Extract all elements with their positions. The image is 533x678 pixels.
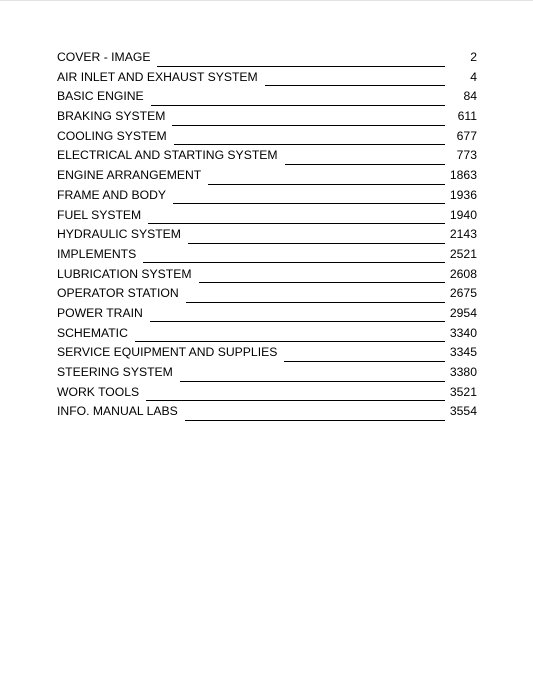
toc-entry-page-number: 1863 [449, 168, 477, 183]
toc-entry-leader-line [172, 125, 445, 126]
toc-entry-leader-line [157, 66, 445, 67]
toc-entry-page-number: 3345 [449, 345, 477, 360]
toc-entry[interactable] [57, 70, 477, 90]
toc-entry-page-number: 84 [463, 89, 477, 104]
toc-entry-page-number: 611 [457, 109, 477, 124]
toc-entry-page-number: 2954 [449, 305, 477, 320]
toc-entry[interactable] [57, 385, 477, 405]
toc-entry-title: COVER - IMAGE [57, 50, 151, 64]
toc-entry-page-number: 2521 [449, 246, 477, 261]
toc-entry-leader-line [151, 105, 445, 106]
toc-entry-page-number: 3340 [449, 325, 477, 340]
toc-entry-title: ELECTRICAL AND STARTING SYSTEM [57, 148, 278, 163]
toc-entry-leader-line [143, 262, 445, 263]
toc-entry[interactable] [57, 227, 477, 247]
toc-entry[interactable] [57, 286, 477, 306]
toc-entry-title: COOLING SYSTEM [57, 128, 167, 143]
toc-entry-title: OPERATOR STATION [57, 286, 179, 301]
toc-entry-leader-line [188, 243, 445, 244]
toc-entry-title: IMPLEMENTS [57, 246, 137, 261]
toc-entry-title: INFO. MANUAL LABS [57, 404, 178, 419]
toc-entry[interactable] [57, 50, 477, 70]
toc-entry-page-number: 4 [470, 69, 477, 84]
toc-entry-leader-line [148, 223, 445, 224]
toc-entry-title: HYDRAULIC SYSTEM [57, 227, 181, 242]
toc-entry-title: SERVICE EQUIPMENT AND SUPPLIES [57, 345, 278, 360]
toc-entry-title: AIR INLET AND EXHAUST SYSTEM [57, 69, 258, 84]
toc-entry[interactable] [57, 306, 477, 326]
toc-entry-page-number: 773 [456, 148, 477, 163]
toc-entry-title: WORK TOOLS [57, 384, 140, 399]
toc-entry-title: POWER TRAIN [57, 305, 143, 320]
toc-entry-page-number: 3380 [449, 365, 477, 379]
toc-entry-leader-line [173, 203, 445, 204]
toc-entry-title: SCHEMATIC [57, 325, 128, 340]
toc-entry[interactable] [57, 109, 477, 129]
toc-entry-page-number: 2608 [449, 266, 477, 281]
toc-entry-leader-line [285, 164, 445, 165]
toc-entry-page-number: 3554 [449, 404, 477, 419]
toc-entry[interactable] [57, 267, 477, 287]
toc-entry[interactable] [57, 404, 477, 424]
toc-entry-page-number: 677 [456, 128, 477, 143]
toc-entry-page-number: 2675 [449, 286, 477, 301]
toc-entry-title: ENGINE ARRANGEMENT [57, 168, 202, 183]
toc-entry[interactable] [57, 345, 477, 365]
toc-entry-leader-line [135, 341, 445, 342]
toc-entry[interactable] [57, 188, 477, 208]
toc-entry-title: FUEL SYSTEM [57, 207, 142, 222]
toc-entry-leader-line [180, 381, 445, 382]
toc-entry-page-number: 1936 [449, 187, 477, 202]
table-of-contents [57, 50, 477, 424]
toc-entry-page-number: 2 [470, 50, 477, 64]
toc-entry-page-number: 3521 [449, 384, 477, 399]
toc-entry-leader-line [186, 302, 445, 303]
toc-entry[interactable] [57, 129, 477, 149]
toc-entry-title: BRAKING SYSTEM [57, 109, 166, 124]
toc-entry[interactable] [57, 247, 477, 267]
toc-entry[interactable] [57, 326, 477, 346]
toc-entry-leader-line [284, 361, 445, 362]
toc-entry-leader-line [146, 400, 445, 401]
toc-entry-leader-line [208, 184, 445, 185]
toc-entry-title: STEERING SYSTEM [57, 365, 173, 379]
toc-entry[interactable] [57, 365, 477, 385]
toc-entry-page-number: 1940 [449, 207, 477, 222]
toc-entry-leader-line [150, 321, 445, 322]
toc-entry-leader-line [199, 282, 445, 283]
toc-entry[interactable] [57, 208, 477, 228]
toc-entry[interactable] [57, 89, 477, 109]
toc-entry-leader-line [265, 85, 445, 86]
toc-entry-leader-line [174, 144, 445, 145]
toc-entry-title: LUBRICATION SYSTEM [57, 266, 192, 281]
toc-entry[interactable] [57, 148, 477, 168]
toc-entry-title: FRAME AND BODY [57, 187, 167, 202]
toc-entry-leader-line [185, 420, 445, 421]
page-top-border [0, 0, 533, 1]
toc-entry[interactable] [57, 168, 477, 188]
toc-entry-page-number: 2143 [449, 227, 477, 242]
toc-entry-title: BASIC ENGINE [57, 89, 144, 104]
